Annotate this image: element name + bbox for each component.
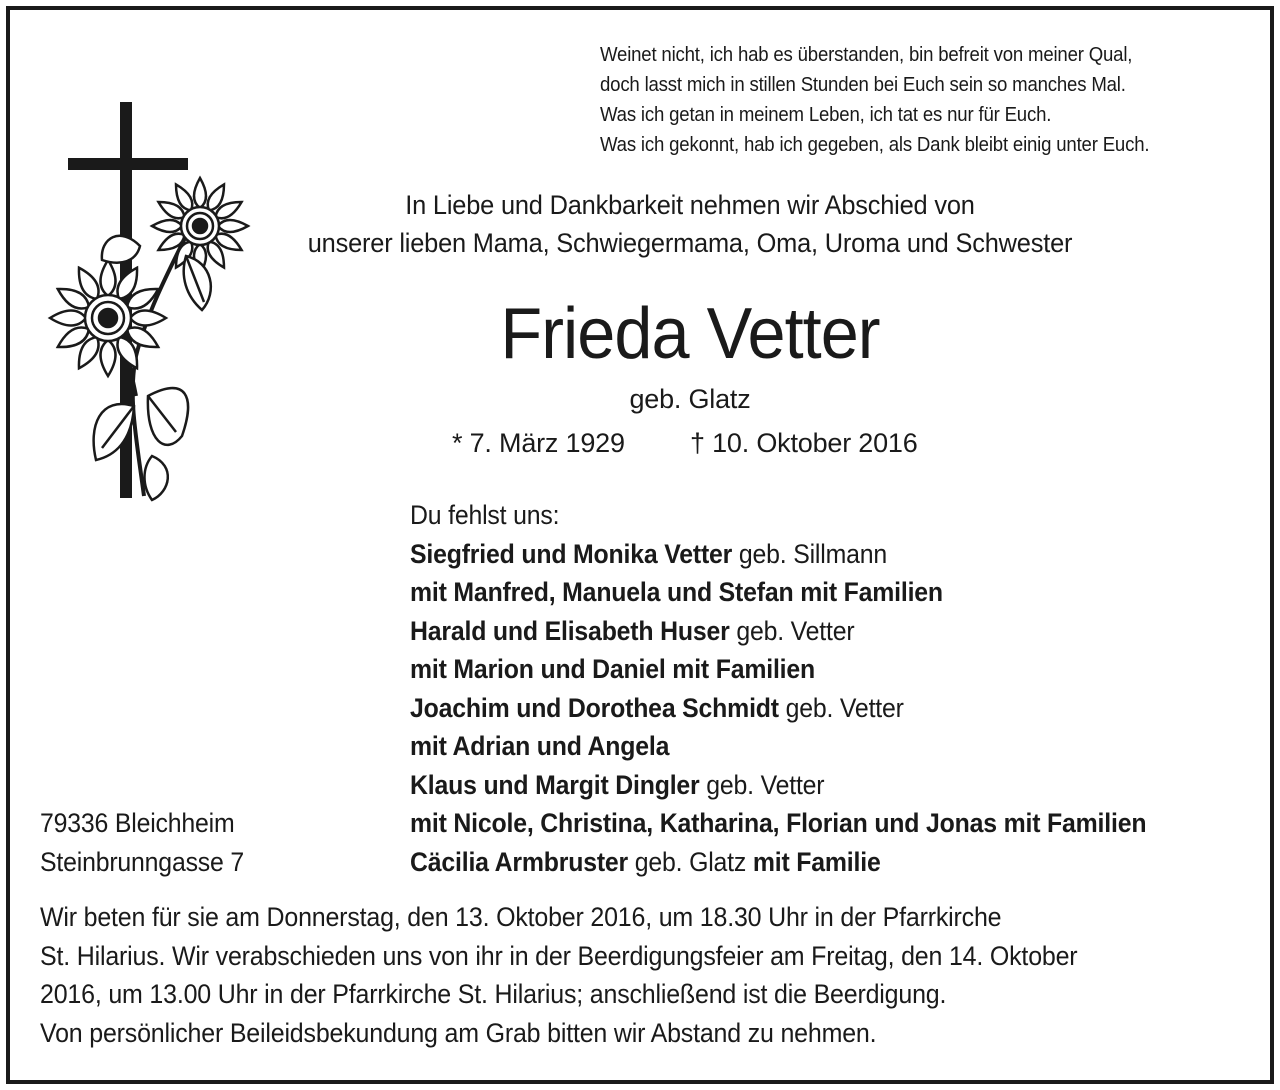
death-date: † 10. Oktober 2016 xyxy=(690,428,918,458)
poem-line: Was ich gekonnt, hab ich gegeben, als Dank bleibt einig unter Euch. xyxy=(600,134,1150,156)
mourners-heading: Du fehlst uns: xyxy=(410,500,560,530)
poem xyxy=(600,40,1149,160)
cross-with-sunflowers-icon xyxy=(36,96,256,506)
poem-line: Weinet nicht, ich hab es überstanden, bin befreit von meiner Qual, xyxy=(600,44,1133,66)
birth-date: * 7. März 1929 xyxy=(452,428,625,458)
mourner-line: Cäcilia Armbruster geb. Glatz mit Familie xyxy=(410,846,881,877)
address xyxy=(40,804,244,881)
deceased-name: Frieda Vetter xyxy=(500,294,880,374)
address-street: Steinbrunngasse 7 xyxy=(40,846,245,877)
mourner-line: mit Manfred, Manuela und Stefan mit Familien xyxy=(410,577,943,607)
mourner-line: Klaus und Margit Dingler geb. Vetter xyxy=(410,769,825,800)
intro-line: unserer lieben Mama, Schwiegermama, Oma, Uroma und Schwester xyxy=(307,228,1073,258)
intro-line: In Liebe und Dankbarkeit nehmen wir Abschied von xyxy=(405,190,975,220)
poem-line: doch lasst mich in stillen Stunden bei Euch sein so manches Mal. xyxy=(600,74,1126,96)
mourner-line: Joachim und Dorothea Schmidt geb. Vetter xyxy=(410,692,904,723)
mourners-list xyxy=(410,496,1146,881)
mourner-line: Siegfried und Monika Vetter geb. Sillmann xyxy=(410,538,887,569)
notice-line: Wir beten für sie am Donnerstag, den 13. Oktober 2016, um 18.30 Uhr in der Pfarrkirche xyxy=(40,902,1002,932)
address-city: 79336 Bleichheim xyxy=(40,808,235,838)
service-notice xyxy=(40,898,1077,1052)
maiden-name: geb. Glatz xyxy=(629,384,751,414)
mourner-line: mit Nicole, Christina, Katharina, Florian und Jonas mit Familien xyxy=(410,808,1147,838)
notice-line: Von persönlicher Beileidsbekundung am Grab bitten wir Abstand zu nehmen. xyxy=(40,1017,877,1048)
mourner-line: Harald und Elisabeth Huser geb. Vetter xyxy=(410,615,855,646)
notice-line: St. Hilarius. Wir verabschieden uns von ihr in der Beerdigungsfeier am Freitag, den 14. Oktober xyxy=(40,940,1078,971)
mourner-line: mit Marion und Daniel mit Familien xyxy=(410,654,816,684)
intro-text xyxy=(229,186,1150,262)
poem-line: Was ich getan in meinem Leben, ich tat es nur für Euch. xyxy=(600,104,1052,126)
notice-line: 2016, um 13.00 Uhr in der Pfarrkirche St. Hilarius; anschließend ist die Beerdigung. xyxy=(40,979,947,1009)
mourner-line: mit Adrian und Angela xyxy=(410,731,670,761)
